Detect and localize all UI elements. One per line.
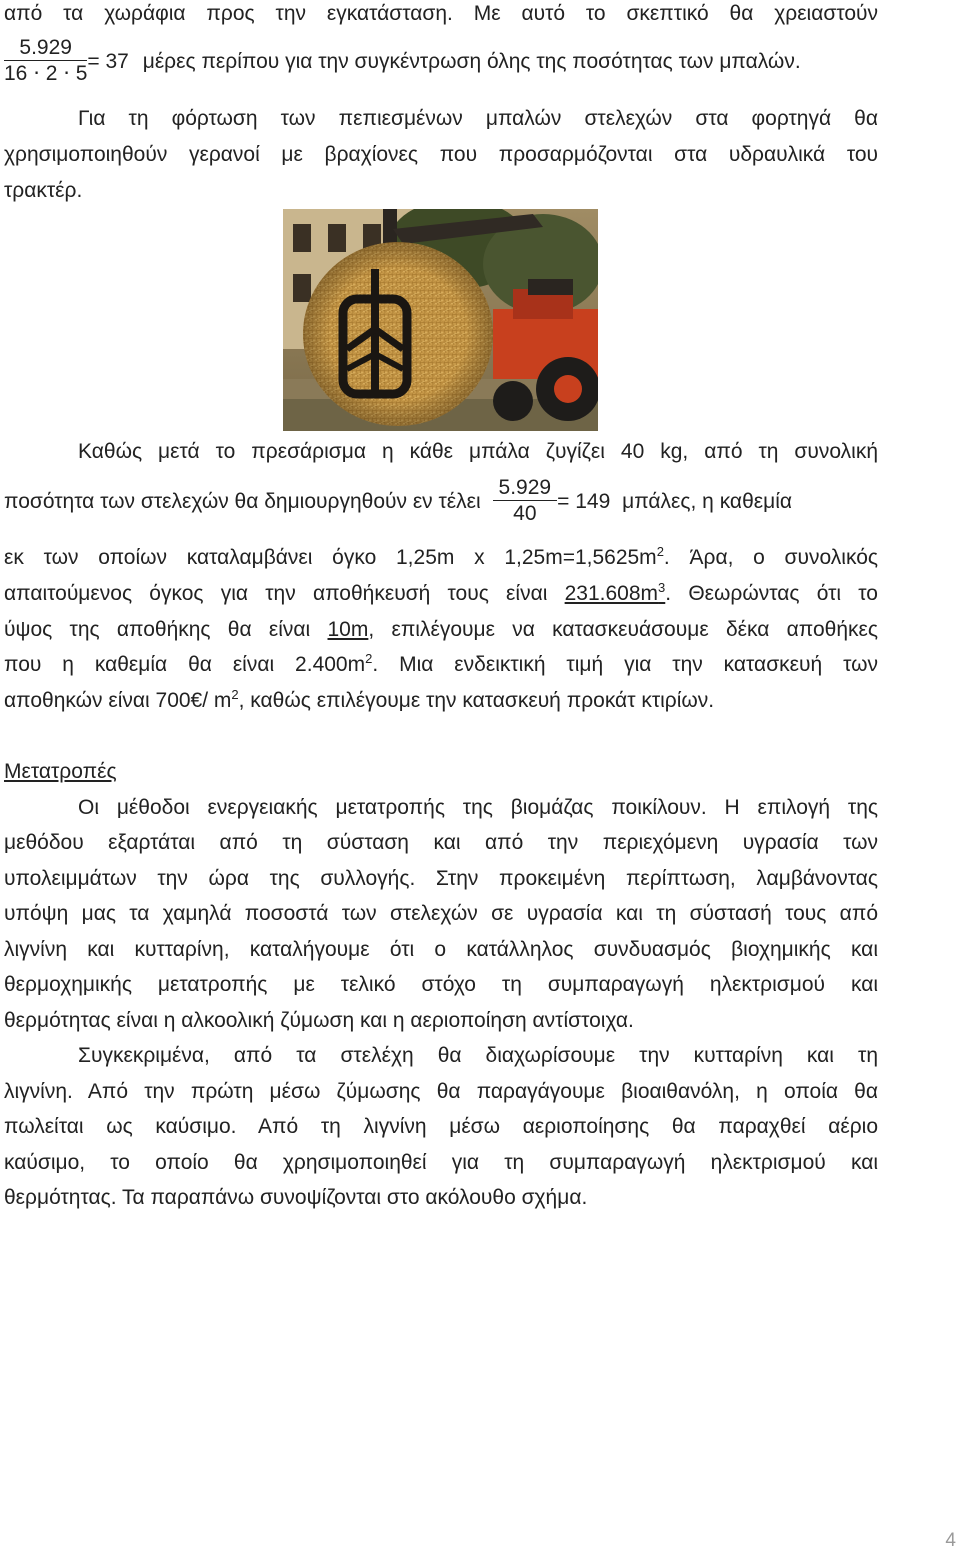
paragraph-line: μεθόδου εξαρτάται από τη σύσταση και από την περιεχόμενη υγρασία των	[4, 831, 878, 854]
equation-days	[4, 36, 878, 96]
paragraph-line: θερμότητας είναι η αλκοολική ζύμωση και η αεριοποίηση αντίστοιχα.	[4, 1009, 634, 1032]
paragraph-line	[4, 616, 878, 644]
text-run: . Άρα, ο συνολικός	[663, 546, 878, 569]
paragraph-line: καύσιμο, το οποίο θα χρησιμοποιηθεί για τη συμπαραγωγή ηλεκτρισμού και	[4, 1151, 878, 1174]
paragraph-line	[4, 651, 878, 679]
paragraph-line: υπολειμμάτων την ώρα της συλλογής. Στην προκειμένη περίπτωση, λαμβάνοντας	[4, 867, 878, 890]
fraction-days	[4, 36, 87, 87]
paragraph-line: Συγκεκριμένα, από τα στελέχη θα διαχωρίσουμε την κυτταρίνη και τη	[78, 1044, 878, 1067]
paragraph-line	[4, 544, 878, 572]
paragraph-line: από τα χωράφια προς την εγκατάσταση. Με αυτό το σκεπτικό θα χρειαστούν	[4, 2, 878, 25]
underlined-value	[565, 582, 666, 605]
page-number: 4	[945, 1530, 956, 1551]
paragraph-line: Καθώς μετά το πρεσάρισμα η κάθε μπάλα ζυγίζει 40 kg, από τη συνολική	[78, 440, 878, 463]
paragraph-line: Οι μέθοδοι ενεργειακής μετατροπής της βιομάζας ποικίλουν. Η επιλογή της	[78, 796, 878, 819]
paragraph-line: χρησιμοποιηθούν γερανοί με βραχίονες που προσαρμόζονται στα υδραυλικά του	[4, 143, 878, 166]
superscript: 2	[365, 651, 373, 666]
equation-result: = 149	[557, 490, 611, 513]
paragraph-line: λιγνίνη. Από την πρώτη μέσω ζύμωσης θα παραγάγουμε βιοαιθανόλη, η οποία θα	[4, 1080, 878, 1103]
paragraph-line: πωλείται ως καύσιμο. Από τη λιγνίνη μέσω αεριοποίησης θα παραχθεί αέριο	[4, 1115, 878, 1138]
text-run: , καθώς επιλέγουμε την κατασκευή προκάτ κτιρίων.	[238, 689, 715, 712]
superscript: 3	[658, 580, 666, 595]
paragraph-line: θερμοχημικής μετατροπής με τελικό στόχο τη συμπαραγωγή ηλεκτρισμού και	[4, 973, 878, 996]
superscript: 2	[656, 544, 664, 559]
fraction-bales	[493, 476, 558, 527]
equation-text: ποσότητα των στελεχών θα δημιουργηθούν εν τέλει	[4, 490, 481, 513]
paragraph-line: θερμότητας. Τα παραπάνω συνοψίζονται στο ακόλουθο σχήμα.	[4, 1186, 588, 1209]
text-run: . Θεωρώντας ότι το	[665, 582, 878, 605]
hay-bale-tractor-photo	[283, 209, 598, 431]
fraction-numerator: 5.929	[4, 36, 87, 61]
equation-bales	[4, 476, 878, 536]
underlined-value: 10m	[327, 618, 369, 641]
equation-result: = 37	[87, 50, 129, 73]
paragraph-line: υπόψη μας τα χαμηλά ποσοστά των στελεχών σε υγρασία και τη σύστασή τους από	[4, 902, 878, 925]
paragraph-line	[4, 687, 878, 715]
paragraph-line: τρακτέρ.	[4, 179, 83, 202]
text-run: εκ των οποίων καταλαμβάνει όγκο 1,25m x 1,25m=1,5625m	[4, 546, 657, 569]
text-run: απαιτούμενος όγκος για την αποθήκευσή τους είναι	[4, 582, 565, 605]
text-run: 231.608m	[564, 582, 659, 605]
equation-text: μπάλες, η καθεμία	[622, 490, 793, 513]
text-run: αποθηκών είναι 700€/ m	[4, 689, 232, 712]
fraction-denominator: 40	[513, 502, 537, 525]
paragraph-line	[4, 580, 878, 608]
text-run: ύψος της αποθήκης θα είναι	[4, 618, 328, 641]
fraction-denominator: 16 ⋅ 2 ⋅ 5	[4, 62, 88, 85]
text-run: , επιλέγουμε να κατασκευάσουμε δέκα αποθήκες	[368, 618, 878, 641]
text-run: που η καθεμία θα είναι 2.400m	[4, 653, 366, 676]
photo-illustration	[283, 209, 598, 431]
paragraph-line: Για τη φόρτωση των πεπιεσμένων μπαλών στελεχών στα φορτηγά θα	[78, 107, 878, 130]
equation-text: μέρες περίπου για την συγκέντρωση όλης της ποσότητας των μπαλών.	[142, 50, 801, 73]
superscript: 2	[231, 687, 239, 702]
section-heading: Μετατροπές	[4, 760, 117, 783]
paragraph-line: λιγνίνη και κυτταρίνη, καταλήγουμε ότι ο κατάλληλος συνδυασμός βιοχημικής και	[4, 938, 878, 961]
fraction-numerator: 5.929	[493, 476, 558, 501]
text-run: . Μια ενδεικτική τιμή για την κατασκευή των	[372, 653, 878, 676]
